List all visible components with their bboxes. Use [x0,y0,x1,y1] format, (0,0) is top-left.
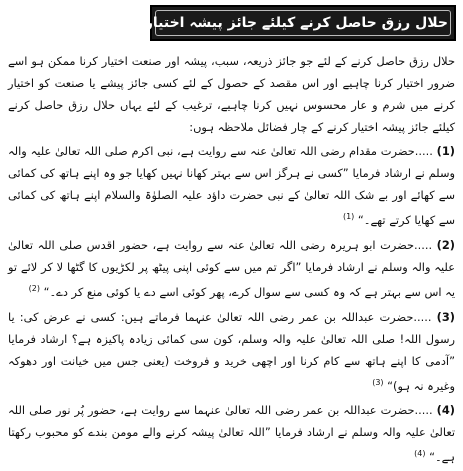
hadith-text: .....حضرت عبداللہ بن عمر رضی اللہ تعالیٰ عنہما فرماتے ہیں: کسی نے عرض کی: یا رسول اللہ! صلی اللہ تعالیٰ علیہ والہ وسلم، کون سی کمائی زیادہ پاکیزہ ہے؟ ارشاد فرمایا ”آدمی کا اپنے ہاتھ سے کام کرنا اور اچھی خرید و فروخت (یعنی جس میں خیانت اور دھوکہ وغیرہ نہ ہو)“ [8,309,455,393]
hadith-number: (3) [436,309,455,324]
intro-paragraph: حلال رزق حاصل کرنے کے لئے جو جائز ذریعہ، سبب، پیشہ اور صنعت اختیار کرنا ممکن ہو اسے ضرور اختیار کرنا چاہیے اور اس مقصد کے حصول کے لئے کسی جائز پیشے یا صنعت کو اختیار کرنے میں شرم و عار محسوس نہیں کرنا چاہیے، ترغیب کے لئے یہاں حلال رزق حاصل کرنے کیلئے جائز پیشہ اختیار کرنے کے چار فضائل ملاحظہ ہوں: [8,54,455,134]
hadith-number: (4) [436,403,455,418]
hadith-1 [8,140,455,231]
footnote-ref: (3) [372,377,384,387]
title-banner [37,5,456,41]
hadith-number: (2) [436,237,455,252]
article-body [8,50,455,471]
hadith-text: .....حضرت مقدام رضی اللہ تعالیٰ عنہ سے روایت ہے، نبی اکرم صلی اللہ تعالیٰ علیہ والہ وسلم نے ارشاد فرمایا ”کسی نے ہرگز اس سے بہتر کھانا نہیں کھایا جو وہ اپنے ہاتھ کی کمائی سے کھائے اور بے شک اللہ تعالیٰ کے نبی حضرت داؤد علیہ الصلوٰۃ والسلام اپنے ہاتھ کی کمائی سے کھایا کرتے تھے۔“ [8,144,455,227]
hadith-3 [8,306,455,397]
banner-title: حلال رزق حاصل کرنے کیلئے جائز پیشہ اختیار کرنے کے فضائل [37,15,448,31]
hadith-text: .....حضرت ابو ہریرہ رضی اللہ تعالیٰ عنہ سے روایت ہے، حضور اقدس صلی اللہ تعالیٰ علیہ والہ وسلم نے ارشاد فرمایا ”اگر تم میں سے کوئی اپنی پیٹھ پر لکڑیوں کا گٹھا لا کر لائے تو یہ اس سے بہتر ہے کہ وہ کسی سے سوال کرے، پھر کوئی اسے دے یا کوئی منع کر دے۔“ [8,237,455,299]
hadith-number: (1) [436,144,455,158]
footnote-ref: (4) [414,449,426,459]
hadith-4 [8,399,455,468]
footnote-ref: (1) [342,212,355,221]
header-banner-area [0,3,463,45]
hadith-2 [8,234,455,303]
hadith-text: .....حضرت عبداللہ بن عمر رضی اللہ تعالیٰ عنہما سے روایت ہے، حضور پُر نور صلی اللہ تعالیٰ علیہ والہ وسلم نے ارشاد فرمایا ”اللہ تعالیٰ پیشہ کرنے والے مومن بندے کو محبوب رکھتا ہے۔“ [8,403,455,465]
footnote-ref: (2) [28,283,40,293]
